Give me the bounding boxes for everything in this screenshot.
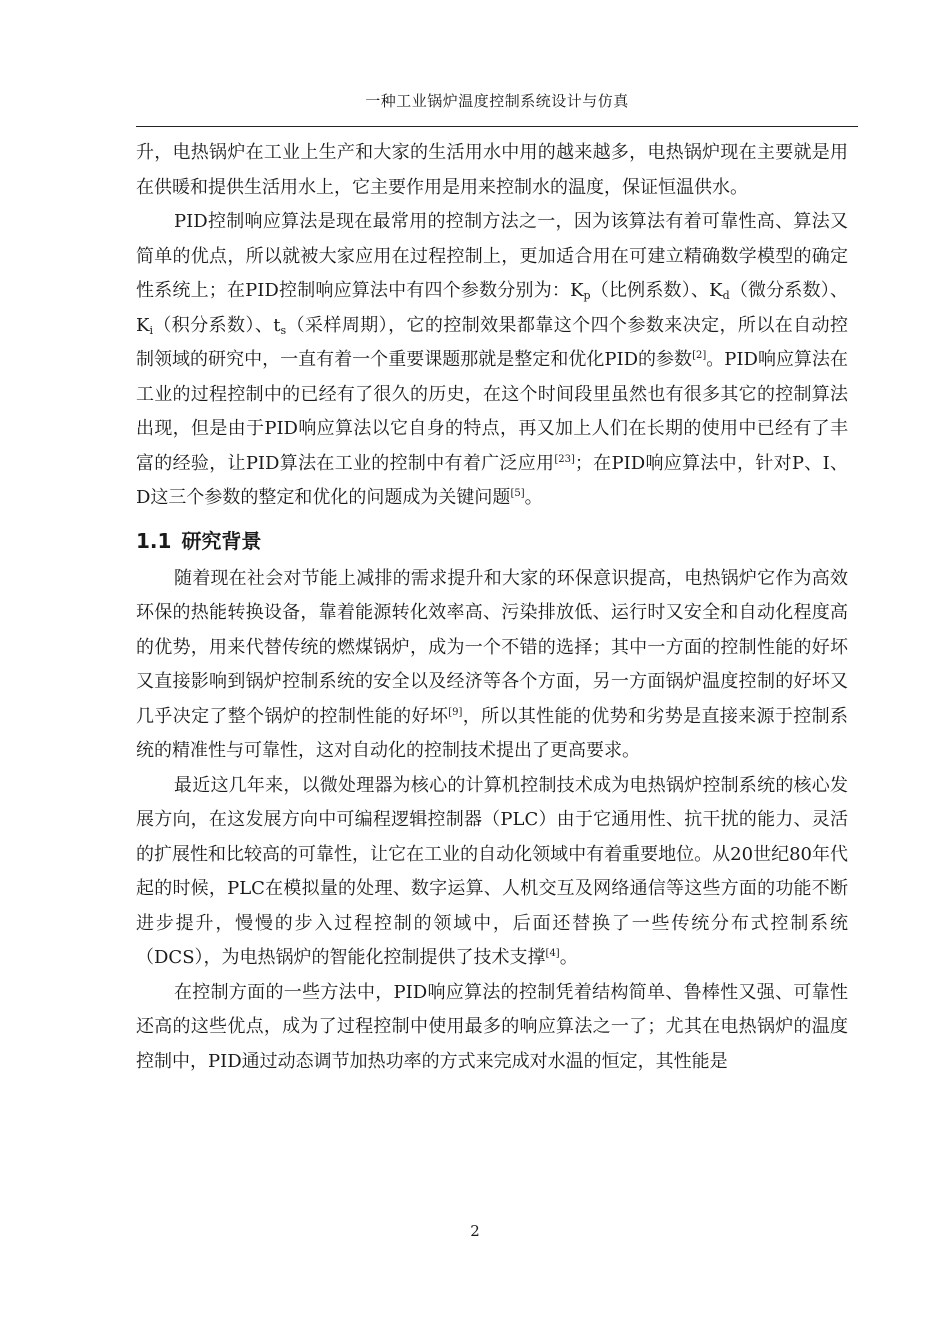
text-run: ；在PID响应算法中，针对P、I、D这三个参数的整定和优化的问题成为关键问题 <box>136 452 849 508</box>
text-run: （比例系数）、K <box>590 280 723 301</box>
running-header-title: 一种工业锅炉温度控制系统设计与仿真 <box>365 92 629 110</box>
subscript: i <box>149 323 153 337</box>
text-run: （微分系数）、K <box>136 280 848 336</box>
subscript: d <box>722 289 730 302</box>
text-run: 。 <box>524 487 543 508</box>
text-run: 。PID响应算法在工业的过程控制中的已经有了很久的历史，在这个时间段里虽然也有很多其它的控制算法出现，但是由于PID响应算法以它自身的特点，再又加上人们在长期的使用中已经有了丰富的经验，让PID算法在工业的控制中有着广泛应用 <box>136 349 849 474</box>
text-run: （采样周期），它的控制效果都靠这个四个参数来决定，所以在自动控制领域的研究中，一直有着一个重要课题那就是整定和优化PID的参数 <box>136 314 849 370</box>
text-run: ，所以其性能的优势和劣势是直接来源于控制系统的精准性与可靠性，这对自动化的控制技术提出了更高要求。 <box>136 705 848 761</box>
paragraph-pid-intro <box>136 205 848 516</box>
paragraph-plc <box>136 769 848 976</box>
paragraph-continuation: 升，电热锅炉在工业上生产和大家的生活用水中用的越来越多，电热锅炉现在主要就是用在供暖和提供生活用水上，它主要作用是用来控制水的温度，保证恒温供水。 <box>136 142 848 198</box>
text-run: 。 <box>559 947 578 968</box>
subscript: p <box>583 289 591 302</box>
citation-ref: [2] <box>692 350 707 361</box>
page-number: 2 <box>470 1222 480 1240</box>
text-run: 最近这几年来，以微处理器为核心的计算机控制技术成为电热锅炉控制系统的核心发展方向，在这发展方向中可编程逻辑控制器（PLC）由于它通用性、抗干扰的能力、灵活的扩展性和比较高的可靠性，让它在工业的自动化领域中有着重要地位。从20世纪80年代起的时候，PLC在模拟量的处理、数字运算、人机交互及网络通信等这些方面的功能不断进步提升，慢慢的步入过程控制的领域中，后面还替换了一些传统分布式控制系统（DCS），为电热锅炉的智能化控制提供了技术支撑 <box>136 774 848 968</box>
section-number: 1.1 <box>136 528 172 553</box>
text-run: 随着现在社会对节能上减排的需求提升和大家的环保意识提高，电热锅炉它作为高效环保的热能转换设备，靠着能源转化效率高、污染排放低、运行时又安全和自动化程度高的优势，用来代替传统的燃煤锅炉，成为一个不错的选择；其中一方面的控制性能的好坏又直接影响到锅炉控制系统的安全以及经济等各个方面，另一方面锅炉温度控制的好坏又几乎决定了整个锅炉的控制性能的好坏 <box>136 567 848 727</box>
citation-ref: [4] <box>545 948 560 959</box>
text-run: （积分系数）、t <box>152 314 281 336</box>
page-body <box>136 136 848 1079</box>
paragraph-pid-control: 在控制方面的一些方法中，PID响应算法的控制凭着结构简单、鲁棒性又强、可靠性还高的这些优点，成为了过程控制中使用最多的响应算法之一了；尤其在电热锅炉的温度控制中，PID通过动态调节加热功率的方式来完成对水温的恒定，其性能是 <box>136 981 848 1072</box>
paragraph-background <box>136 562 848 769</box>
header-divider <box>136 126 858 127</box>
citation-ref: [23] <box>554 453 575 465</box>
section-heading <box>136 524 848 558</box>
subscript: s <box>280 323 287 337</box>
citation-ref: [9] <box>448 706 463 718</box>
text-run: PID控制响应算法是现在最常用的控制方法之一，因为该算法有着可靠性高、算法又简单的优点，所以就被大家应用在过程控制上，更加适合用在可建立精确数学模型的确定性系统上；在PID控制响应算法中有四个参数分别为：K <box>136 211 848 301</box>
citation-ref: [5] <box>510 488 525 499</box>
section-title: 研究背景 <box>181 528 262 553</box>
